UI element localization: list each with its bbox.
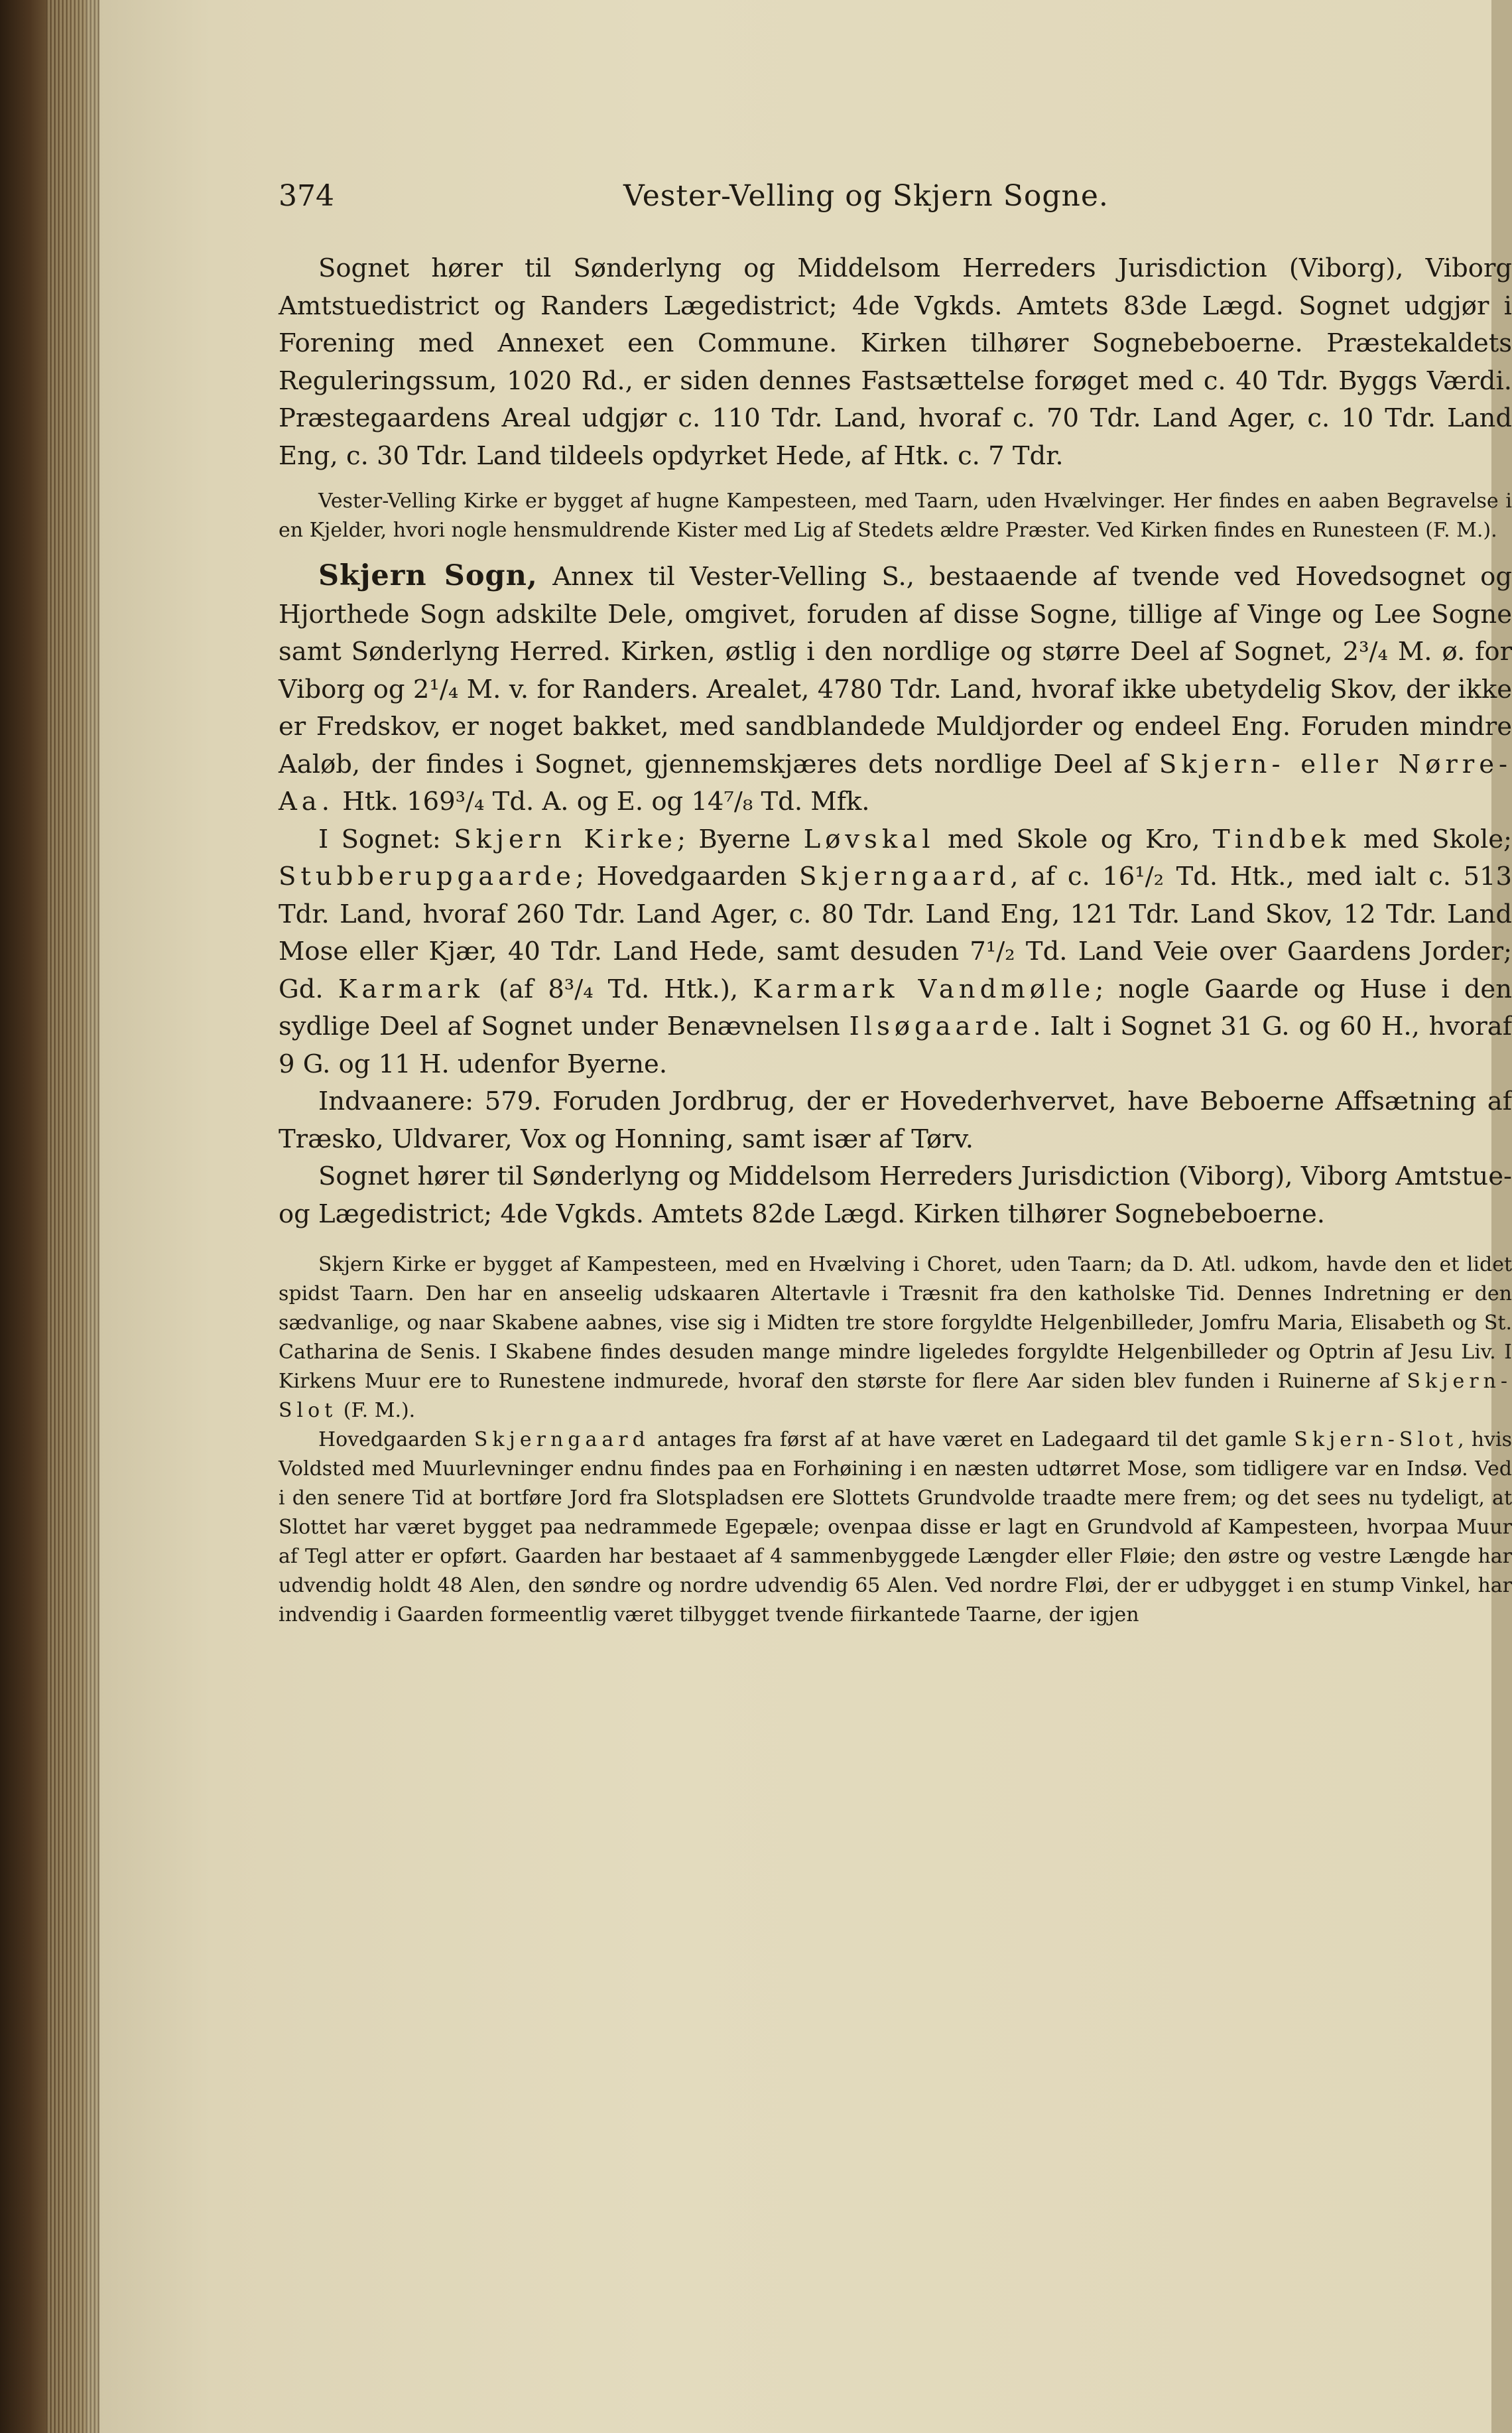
book-page (99, 0, 1512, 2433)
footnote-skjern-church: Skjern Kirke er bygget af Kampesteen, med en Hvælving i Choret, uden Taarn; da D. Atl. udkom, havde den et lidet spidst Taarn. Den har en anseelig udskaaren Altertavle i Træsnit fra den katholske Tid. Dennes Indretning er den sædvanlige, og naar Skabene aabnes, vise sig i Midten tre store forgyldte Helgenbilleder, Jomfru Maria, Elisabeth og St. Catharina de Senis. I Skabene findes desuden mange mindre ligeledes forgyldte Helgenbilleder og Optrin af Jesu Liv. I Kirkens Muur ere to Runestene indmurede, hvoraf den største for flere Aar siden blev funden i Ruinerne af Skjern-Slot (F. M.). (279, 1253, 1512, 1422)
paragraph-vester-velling-jurisdiction: Sognet hører til Sønderlyng og Middelsom Herreders Jurisdiction (Viborg), Viborg Amtstuedistrict og Randers Lægedistrict; 4de Vgkds. Amtets 83de Lægd. Sognet udgjør i Forening med Annexet een Commune. Kirken tilhører Sognebeboerne. Præstekaldets Reguleringssum, 1020 Rd., er siden dennes Fastsættelse forøget med c. 40 Tdr. Byggs Værdi. Præstegaardens Areal udgjør c. 110 Tdr. Land, hvoraf c. 70 Tdr. Land Ager, c. 10 Tdr. Land Eng, c. 30 Tdr. Land tildeels opdyrket Hede, af Htk. c. 7 Tdr. (279, 253, 1512, 471)
paragraph-inhabitants: Indvaanere: 579. Foruden Jordbrug, der er Hovederhvervet, have Beboerne Affsætning af Træsko, Uldvarer, Vox og Honning, samt især af Tørv. (279, 1086, 1512, 1154)
page-edges (46, 0, 106, 2433)
paragraph-skjern-sogn: Skjern Sogn, Annex til Vester-Velling S., bestaaende af tvende ved Hovedsognet og Hjorthede Sogn adskilte Dele, omgivet, foruden af disse Sogne, tillige af Vinge og Lee Sogne samt Sønderlyng Herred. Kirken, østlig i den nordlige og større Deel af Sognet, 2³/₄ M. ø. for Viborg og 2¹/₄ M. v. for Randers. Arealet, 4780 Tdr. Land, hvoraf ikke ubetydelig Skov, der ikke er Fredskov, er noget bakket, med sandblandede Muldjorder og endeel Eng. Foruden mindre Aaløb, der findes i Sognet, gjennemskjæres dets nordlige Deel af Skjern- eller Nørre-Aa. Htk. 169³/₄ Td. A. og E. og 14⁷/₈ Td. Mfk. (279, 559, 1512, 817)
running-head (279, 179, 1512, 213)
page-content (279, 179, 1512, 1630)
section-heading-skjern-sogn: Skjern Sogn, (318, 559, 538, 592)
footnote-vester-velling-church: Vester-Velling Kirke er bygget af hugne Kampesteen, med Taarn, uden Hvælvinger. Her findes en aaben Begravelse i en Kjelder, hvori nogle hensmuldrende Kister med Lig af Stedets ældre Præster. Ved Kirken findes en Runesteen (F. M.). (279, 490, 1512, 542)
paragraph-skjern-jurisdiction: Sognet hører til Sønderlyng og Middelsom Herreders Jurisdiction (Viborg), Viborg Amtstue- og Lægedistrict; 4de Vgkds. Amtets 82de Lægd. Kirken tilhører Sognebeboerne. (279, 1161, 1512, 1229)
footnote-skjerngaard: Hovedgaarden Skjerngaard antages fra først af at have været en Ladegaard til det gamle Skjern-Slot, hvis Voldsted med Muurlevninger endnu findes paa en Forhøining i en næsten udtørret Mose, som tidligere var en Indsø. Ved i den senere Tid at bortføre Jord fra Slotspladsen ere Slottets Grundvolde traadte mere frem; og det sees nu tydeligt, at Slottet har været bygget paa nedrammede Egepæle; ovenpaa disse er lagt en Grundvold af Kampesteen, hvorpaa Muur af Tegl atter er opført. Gaarden har bestaaet af 4 sammenbyggede Længder eller Fløie; den østre og vestre Længde har udvendig holdt 48 Alen, den søndre og nordre udvendig 65 Alen. Ved nordre Fløi, der er udbygget i en stump Vinkel, har indvendig i Gaarden formeentlig været tilbygget tvende fiirkantede Taarne, der igjen (279, 1428, 1512, 1626)
paragraph-places-in-parish: I Sognet: Skjern Kirke; Byerne Løvskal med Skole og Kro, Tindbek med Skole; Stubberupgaarde; Hovedgaarden Skjerngaard, af c. 16¹/₂ Td. Htk., med ialt c. 513 Tdr. Land, hvoraf 260 Tdr. Land Ager, c. 80 Tdr. Land Eng, 121 Tdr. Land Skov, 12 Tdr. Land Mose eller Kjær, 40 Tdr. Land Hede, samt desuden 7¹/₂ Td. Land Veie over Gaardens Jorder; Gd. Karmark (af 8³/₄ Td. Htk.), Karmark Vandmølle; nogle Gaarde og Huse i den sydlige Deel af Sognet under Benævnelsen Ilsøgaarde. Ialt i Sognet 31 G. og 60 H., hvoraf 9 G. og 11 H. udenfor Byerne. (279, 824, 1512, 1079)
page-number: 374 (279, 179, 334, 213)
running-title: Vester-Velling og Skjern Sogne. (623, 179, 1109, 213)
